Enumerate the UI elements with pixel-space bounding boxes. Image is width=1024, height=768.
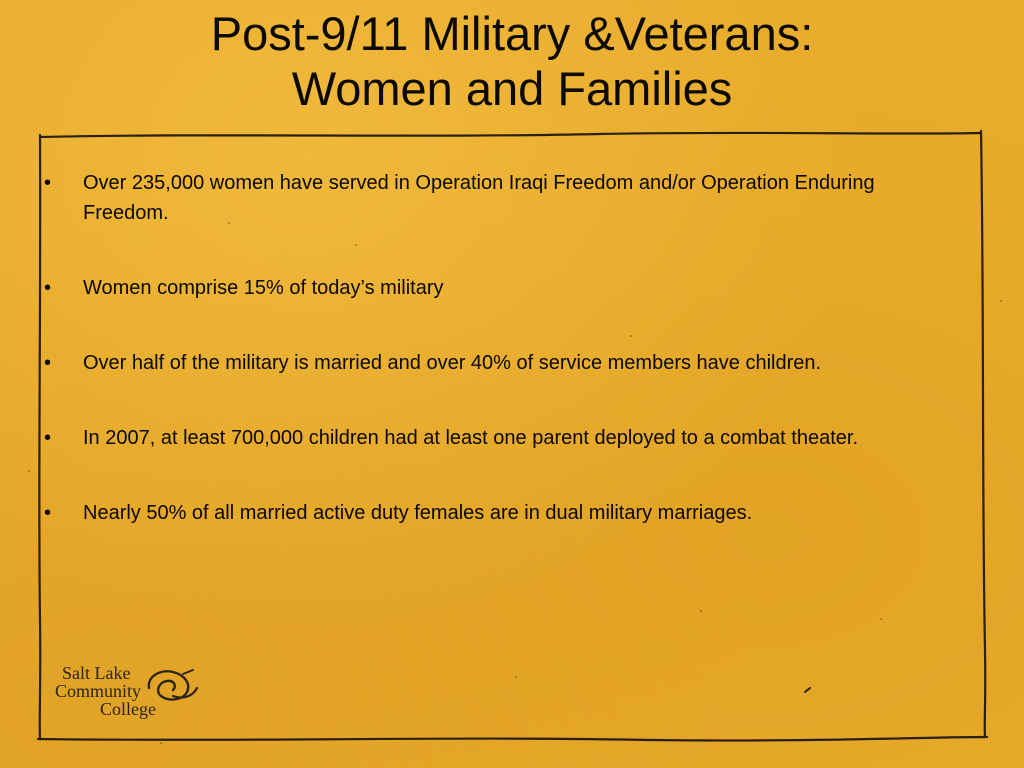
title-line-2: Women and Families [291,62,733,115]
bullet-text: Nearly 50% of all married active duty females are in dual military marriages. [83,502,753,524]
logo-line-1: Salt Lake [62,663,131,683]
bullet-text: Women comprise 15% of today’s military [83,277,444,299]
bullet-text: Over 235,000 women have served in Operation Iraqi Freedom and/or Operation Enduring Freedom. [83,172,875,224]
bullet-list [44,168,944,573]
logo-line-3: College [100,699,156,719]
bullet-text: In 2007, at least 700,000 children had at least one parent deployed to a combat theater. [83,427,858,449]
swirl-emblem-icon [143,666,199,706]
bullet-item [44,348,944,378]
college-logo [55,664,205,724]
bullet-item [44,423,944,453]
bullet-text: Over half of the military is married and over 40% of service members have children. [83,352,822,374]
bullet-marker: • [44,172,52,194]
bullet-item [44,168,944,228]
bullet-marker: • [44,427,52,449]
bullet-marker: • [44,502,52,524]
bullet-item [44,498,944,528]
logo-line-2: Community [55,681,142,701]
bullet-item [44,273,944,303]
bullet-marker: • [44,277,52,299]
bullet-marker: • [44,352,52,374]
title-line-1: Post-9/11 Military &Veterans: [210,7,814,60]
